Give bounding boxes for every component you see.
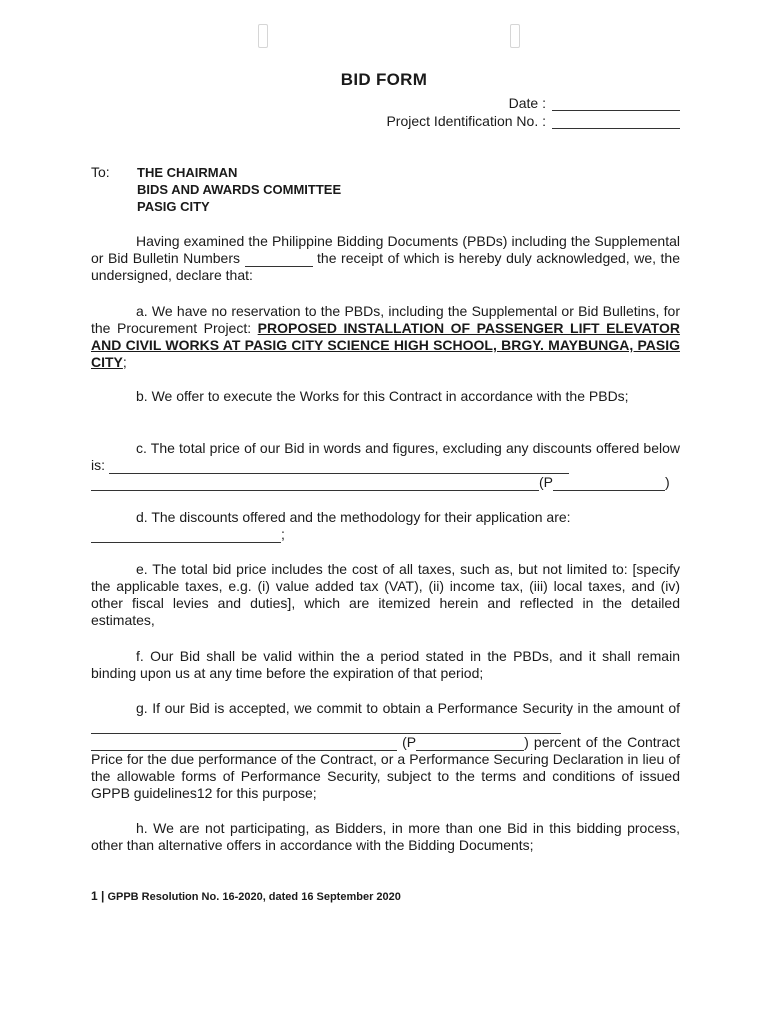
page-footer [91, 889, 401, 903]
clause-g-text-cont: ) percent of the Contract Price for the due performance of the Contract, or a Performance Securing Declaration in lieu of the allowable forms of Performance Security, subject to the terms and conditions of issued GPPB guidelines12 for this purpose; [91, 734, 681, 801]
bid-price-words-blank[interactable] [109, 461, 569, 474]
clause-b-text: b. We offer to execute the Works for this Contract in accordance with the PBDs; [136, 388, 629, 404]
document-title: BID FORM [340, 70, 428, 89]
project-name: PROPOSED INSTALLATION OF PASSENGER LIFT ELEVATOR AND CIVIL WORKS AT PASIG CITY SCIENCE HIGH SCHOOL, BRGY. MAYBUNGA, PASIG CITY [91, 320, 680, 370]
date-field-blank[interactable] [552, 97, 680, 111]
clause-c [91, 440, 680, 491]
discounts-blank[interactable] [91, 530, 281, 543]
clause-c-text: c. The total price of our Bid in words and figures, excluding any discounts offered below is: [91, 440, 680, 473]
bid-price-figures-blank[interactable] [553, 478, 665, 491]
date-row [509, 95, 680, 111]
punch-hole-mark [510, 24, 520, 48]
intro-paragraph [91, 233, 680, 284]
punch-hole-mark [258, 24, 268, 48]
intro-text-cont: the receipt of which is hereby duly acknowledged, we, the undersigned, declare that: [91, 250, 680, 283]
to-label: To: [91, 164, 110, 180]
addressee-line: PASIG CITY [137, 199, 210, 214]
project-id-label: Project Identification No. : [386, 113, 546, 129]
clause-d-end: ; [281, 526, 285, 542]
project-id-row [386, 113, 680, 129]
addressee-line: BIDS AND AWARDS COMMITTEE [137, 182, 342, 197]
clause-h [91, 820, 680, 854]
peso-open: (P [402, 734, 417, 750]
performance-security-figures-blank[interactable] [416, 738, 524, 751]
project-id-field-blank[interactable] [552, 115, 680, 129]
clause-b [91, 388, 680, 405]
clause-f [91, 648, 680, 682]
clause-a-end: ; [122, 354, 127, 370]
date-label: Date : [508, 95, 546, 111]
clause-h-text: h. We are not participating, as Bidders, in more than one Bid in this bidding process, other than alternative offers in accordance with the Bidding Documents; [91, 820, 680, 853]
peso-close: ) [665, 474, 670, 490]
clause-e [91, 561, 680, 629]
clause-g-text: g. If our Bid is accepted, we commit to obtain a Performance Security in the amount of [136, 700, 680, 716]
footer-text: GPPB Resolution No. 16-2020, dated 16 September 2020 [107, 891, 401, 903]
clause-d-text: d. The discounts offered and the methodology for their application are: [136, 509, 571, 525]
clause-g [91, 700, 680, 802]
clause-f-text: f. Our Bid shall be valid within the a period stated in the PBDs, and it shall remain binding upon us at any time before the expiration of that period; [91, 648, 680, 681]
clause-a-text: a. We have no reservation to the PBDs, including the Supplemental or Bid Bulletins, for the Procurement Project: [91, 303, 680, 336]
clause-e-text: e. The total bid price includes the cost of all taxes, such as, but not limited to: [specify the applicable taxes, e.g. (i) value added tax (VAT), (ii) income tax, (iii) local taxes, and (iv) other fiscal levies and duties], which are itemized herein and reflected in the detailed estimates, [91, 561, 680, 628]
addressee-line: THE CHAIRMAN [137, 165, 238, 180]
intro-text: Having examined the Philippine Bidding Documents (PBDs) including the Supplemental or Bid Bulletin Numbers [91, 233, 680, 266]
clause-d [91, 509, 680, 543]
performance-security-words-blank-2[interactable] [91, 738, 397, 751]
bulletin-numbers-blank[interactable] [245, 254, 313, 267]
performance-security-words-blank[interactable] [91, 721, 561, 734]
clause-a [91, 303, 680, 371]
peso-open: (P [539, 474, 553, 490]
bid-price-words-blank-2[interactable] [91, 478, 539, 491]
page-number: 1 | [91, 889, 105, 903]
